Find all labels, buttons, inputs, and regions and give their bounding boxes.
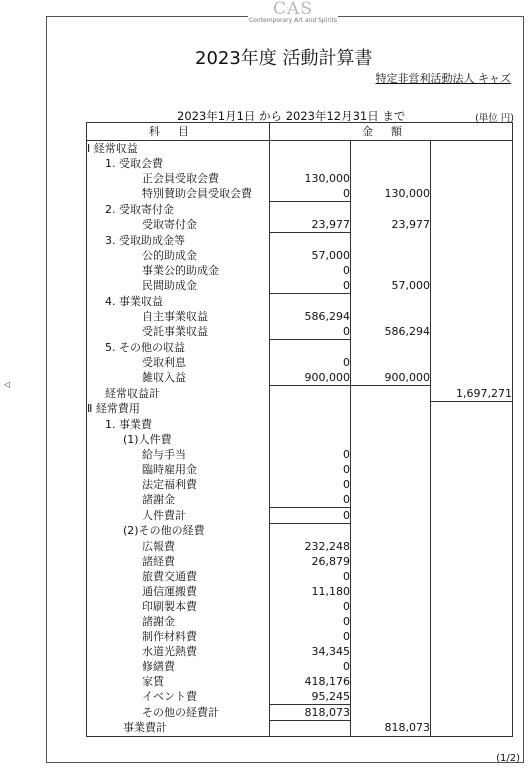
- table-row: [87, 355, 513, 370]
- row-label: 正会員受取会費: [87, 171, 270, 186]
- amount-col-c: [431, 523, 513, 539]
- amount-col-a: 0: [270, 263, 351, 278]
- table-row: [87, 386, 513, 402]
- table-row: [87, 233, 513, 249]
- amount-col-a: [270, 401, 351, 417]
- amount-col-b: [351, 202, 431, 218]
- row-label: 印刷製本費: [87, 599, 270, 614]
- table-row: [87, 569, 513, 584]
- header-item: 科目: [87, 123, 270, 141]
- row-label: 経常収益計: [87, 386, 270, 402]
- row-label: 人件費計: [87, 507, 270, 523]
- table-row: [87, 171, 513, 186]
- amount-col-a: 0: [270, 629, 351, 644]
- amount-col-a: [270, 386, 351, 402]
- fiscal-period: 2023年1月1日 から 2023年12月31日 まで: [177, 109, 406, 123]
- row-label: Ⅰ 経常収益: [87, 141, 270, 157]
- row-label: 制作材料費: [87, 629, 270, 644]
- amount-col-b: [351, 614, 431, 629]
- amount-col-a: [270, 141, 351, 157]
- amount-col-a: [270, 340, 351, 356]
- row-label: 2. 受取寄付金: [87, 202, 270, 218]
- organization-name: 特定非営利活動法人 キャズ: [375, 72, 511, 85]
- amount-col-c: [431, 539, 513, 554]
- table-row: [87, 629, 513, 644]
- amount-col-a: [270, 417, 351, 432]
- row-label: 家賃: [87, 674, 270, 689]
- amount-col-b: [351, 340, 431, 356]
- amount-col-b: [351, 704, 431, 720]
- row-label: (2)その他の経費: [87, 523, 270, 539]
- currency-unit: (単位 円): [475, 113, 514, 124]
- amount-col-a: 0: [270, 278, 351, 294]
- amount-col-c: [431, 171, 513, 186]
- amount-col-b: 586,294: [351, 324, 431, 340]
- logo-tagline: Contemporary Art and Spirits: [248, 17, 338, 24]
- amount-col-c: [431, 462, 513, 477]
- amount-col-b: 818,073: [351, 720, 431, 736]
- amount-col-b: [351, 156, 431, 171]
- amount-col-b: [351, 674, 431, 689]
- header-amount: 金額: [270, 123, 513, 141]
- row-label: 通信運搬費: [87, 584, 270, 599]
- table-row: [87, 278, 513, 294]
- amount-col-a: 0: [270, 659, 351, 674]
- amount-col-b: [351, 248, 431, 263]
- table-row: [87, 477, 513, 492]
- amount-col-a: [270, 233, 351, 249]
- amount-col-a: 0: [270, 492, 351, 508]
- table-row: [87, 674, 513, 689]
- amount-col-b: [351, 432, 431, 447]
- amount-col-b: [351, 447, 431, 462]
- statement-rows: [87, 141, 513, 737]
- amount-col-a: 0: [270, 614, 351, 629]
- amount-col-c: [431, 370, 513, 386]
- amount-col-b: 900,000: [351, 370, 431, 386]
- amount-col-c: [431, 141, 513, 157]
- table-row: [87, 659, 513, 674]
- amount-col-a: 23,977: [270, 217, 351, 233]
- amount-col-b: [351, 523, 431, 539]
- table-row: [87, 599, 513, 614]
- table-row: [87, 324, 513, 340]
- table-row: [87, 523, 513, 539]
- amount-col-c: [431, 156, 513, 171]
- row-label: 3. 受取助成金等: [87, 233, 270, 249]
- table-row: [87, 447, 513, 462]
- row-label: 特別賛助会員受取会費: [87, 186, 270, 202]
- row-label: (1)人件費: [87, 432, 270, 447]
- row-label: 民間助成金: [87, 278, 270, 294]
- row-label: 自主事業収益: [87, 309, 270, 324]
- amount-col-a: [270, 202, 351, 218]
- amount-col-b: [351, 417, 431, 432]
- table-header-row: [87, 123, 513, 141]
- table-row: [87, 309, 513, 324]
- amount-col-b: [351, 355, 431, 370]
- amount-col-b: 23,977: [351, 217, 431, 233]
- amount-col-c: [431, 689, 513, 705]
- amount-col-b: [351, 492, 431, 508]
- table-row: [87, 492, 513, 508]
- amount-col-a: 130,000: [270, 171, 351, 186]
- table-row: [87, 340, 513, 356]
- table-row: [87, 370, 513, 386]
- amount-col-a: [270, 432, 351, 447]
- amount-col-a: 0: [270, 355, 351, 370]
- row-label: 修繕費: [87, 659, 270, 674]
- table-row: [87, 141, 513, 157]
- amount-col-b: [351, 599, 431, 614]
- amount-col-c: [431, 599, 513, 614]
- amount-col-c: [431, 674, 513, 689]
- table-row: [87, 704, 513, 720]
- table-row: [87, 462, 513, 477]
- amount-col-a: 26,879: [270, 554, 351, 569]
- amount-col-c: [431, 324, 513, 340]
- amount-col-c: [431, 614, 513, 629]
- amount-col-a: 0: [270, 477, 351, 492]
- amount-col-c: [431, 432, 513, 447]
- amount-col-b: [351, 507, 431, 523]
- amount-col-b: [351, 689, 431, 705]
- cas-logo: [248, 1, 338, 24]
- row-label: 臨時雇用金: [87, 462, 270, 477]
- amount-col-b: [351, 263, 431, 278]
- row-label: 旅費交通費: [87, 569, 270, 584]
- amount-col-a: 418,176: [270, 674, 351, 689]
- table-row: [87, 248, 513, 263]
- row-label: 諸謝金: [87, 492, 270, 508]
- amount-col-c: [431, 569, 513, 584]
- amount-col-b: [351, 644, 431, 659]
- row-label: 事業費計: [87, 720, 270, 736]
- row-label: 雑収入益: [87, 370, 270, 386]
- amount-col-a: 0: [270, 462, 351, 477]
- amount-col-a: 586,294: [270, 309, 351, 324]
- amount-col-c: [431, 248, 513, 263]
- table-row: [87, 217, 513, 233]
- amount-col-c: 1,697,271: [431, 386, 513, 402]
- table-row: [87, 294, 513, 310]
- amount-col-c: [431, 507, 513, 523]
- row-label: 水道光熱費: [87, 644, 270, 659]
- row-label: 広報費: [87, 539, 270, 554]
- table-row: [87, 263, 513, 278]
- amount-col-a: [270, 720, 351, 736]
- row-label: イベント費: [87, 689, 270, 705]
- row-label: 諸経費: [87, 554, 270, 569]
- amount-col-c: [431, 294, 513, 310]
- amount-col-a: 0: [270, 186, 351, 202]
- amount-col-c: [431, 355, 513, 370]
- amount-col-c: [431, 554, 513, 569]
- amount-col-a: 900,000: [270, 370, 351, 386]
- table-row: [87, 584, 513, 599]
- amount-col-a: [270, 156, 351, 171]
- amount-col-c: [431, 217, 513, 233]
- amount-col-c: [431, 233, 513, 249]
- table-row: [87, 539, 513, 554]
- document-title: 2023年度 活動計算書: [195, 48, 373, 69]
- amount-col-b: [351, 584, 431, 599]
- amount-col-c: [431, 340, 513, 356]
- amount-col-c: [431, 263, 513, 278]
- amount-col-b: [351, 462, 431, 477]
- row-label: 受託事業収益: [87, 324, 270, 340]
- amount-col-c: [431, 720, 513, 736]
- row-label: 1. 事業費: [87, 417, 270, 432]
- amount-col-a: [270, 294, 351, 310]
- row-label: 5. その他の収益: [87, 340, 270, 356]
- logo-mark: CAS: [273, 0, 313, 19]
- amount-col-c: [431, 186, 513, 202]
- amount-col-c: [431, 477, 513, 492]
- amount-col-b: [351, 171, 431, 186]
- amount-col-c: [431, 401, 513, 417]
- row-label: 4. 事業収益: [87, 294, 270, 310]
- table-row: [87, 720, 513, 736]
- row-label: 1. 受取会費: [87, 156, 270, 171]
- amount-col-a: 34,345: [270, 644, 351, 659]
- table-row: [87, 186, 513, 202]
- table-row: [87, 614, 513, 629]
- table-row: [87, 401, 513, 417]
- amount-col-c: [431, 629, 513, 644]
- amount-col-a: 0: [270, 324, 351, 340]
- amount-col-a: 0: [270, 599, 351, 614]
- amount-col-a: 0: [270, 507, 351, 523]
- table-row: [87, 432, 513, 447]
- amount-col-b: [351, 477, 431, 492]
- amount-col-c: [431, 492, 513, 508]
- amount-col-b: [351, 629, 431, 644]
- amount-col-b: [351, 386, 431, 402]
- table-row: [87, 507, 513, 523]
- row-label: 受取利息: [87, 355, 270, 370]
- table-row: [87, 417, 513, 432]
- amount-col-b: [351, 659, 431, 674]
- amount-col-a: 95,245: [270, 689, 351, 705]
- amount-col-c: [431, 584, 513, 599]
- amount-col-b: 130,000: [351, 186, 431, 202]
- amount-col-b: [351, 554, 431, 569]
- amount-col-a: 11,180: [270, 584, 351, 599]
- amount-col-b: [351, 569, 431, 584]
- amount-col-a: [270, 523, 351, 539]
- table-row: [87, 689, 513, 705]
- row-label: Ⅱ 経常費用: [87, 401, 270, 417]
- amount-col-c: [431, 644, 513, 659]
- amount-col-b: [351, 233, 431, 249]
- table-row: [87, 202, 513, 218]
- amount-col-a: 0: [270, 569, 351, 584]
- amount-col-a: 0: [270, 447, 351, 462]
- table-row: [87, 554, 513, 569]
- amount-col-b: [351, 539, 431, 554]
- amount-col-a: 232,248: [270, 539, 351, 554]
- row-label: 法定福利費: [87, 477, 270, 492]
- amount-col-b: [351, 401, 431, 417]
- amount-col-c: [431, 417, 513, 432]
- amount-col-c: [431, 447, 513, 462]
- row-label: その他の経費計: [87, 704, 270, 720]
- amount-col-c: [431, 309, 513, 324]
- row-label: 給与手当: [87, 447, 270, 462]
- page-number: (1/2): [496, 753, 520, 764]
- amount-col-b: 57,000: [351, 278, 431, 294]
- amount-col-c: [431, 704, 513, 720]
- amount-col-a: 818,073: [270, 704, 351, 720]
- amount-col-b: [351, 309, 431, 324]
- row-label: 事業公的助成金: [87, 263, 270, 278]
- row-label: 受取寄付金: [87, 217, 270, 233]
- table-row: [87, 644, 513, 659]
- amount-col-c: [431, 278, 513, 294]
- row-label: 公的助成金: [87, 248, 270, 263]
- table-row: [87, 156, 513, 171]
- amount-col-b: [351, 294, 431, 310]
- amount-col-b: [351, 141, 431, 157]
- amount-col-c: [431, 202, 513, 218]
- amount-col-a: 57,000: [270, 248, 351, 263]
- left-marker-icon: ◁: [4, 380, 11, 389]
- row-label: 諸謝金: [87, 614, 270, 629]
- amount-col-c: [431, 659, 513, 674]
- activity-statement-table: [86, 122, 513, 737]
